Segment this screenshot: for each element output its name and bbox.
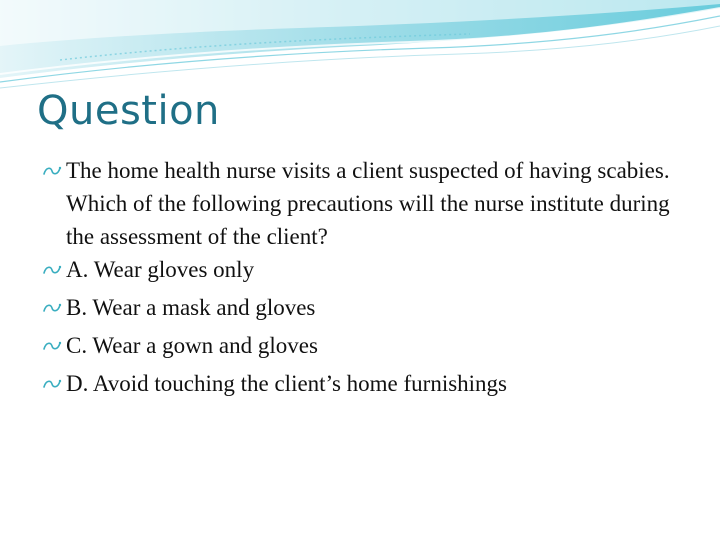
question-text: The home health nurse visits a client suspected of having scabies. Which of the following precautions will the nurse institute during the assessment of the client? <box>66 158 670 249</box>
curly-ornament-icon <box>42 263 62 277</box>
list-item-option-d <box>42 367 682 400</box>
option-a-text: A. Wear gloves only <box>66 257 255 282</box>
slide-title: Question <box>37 88 220 134</box>
list-item-question <box>42 154 682 253</box>
list-item-option-a <box>42 253 682 286</box>
option-c-text: C. Wear a gown and gloves <box>66 333 318 358</box>
option-b-text: B. Wear a mask and gloves <box>66 295 316 320</box>
bullet-list <box>42 154 682 405</box>
curly-ornament-icon <box>42 164 62 178</box>
curly-ornament-icon <box>42 377 62 391</box>
curly-ornament-icon <box>42 339 62 353</box>
curly-ornament-icon <box>42 301 62 315</box>
list-item-option-c <box>42 329 682 362</box>
option-d-text: D. Avoid touching the client’s home furnishings <box>66 371 507 396</box>
list-item-option-b <box>42 291 682 324</box>
